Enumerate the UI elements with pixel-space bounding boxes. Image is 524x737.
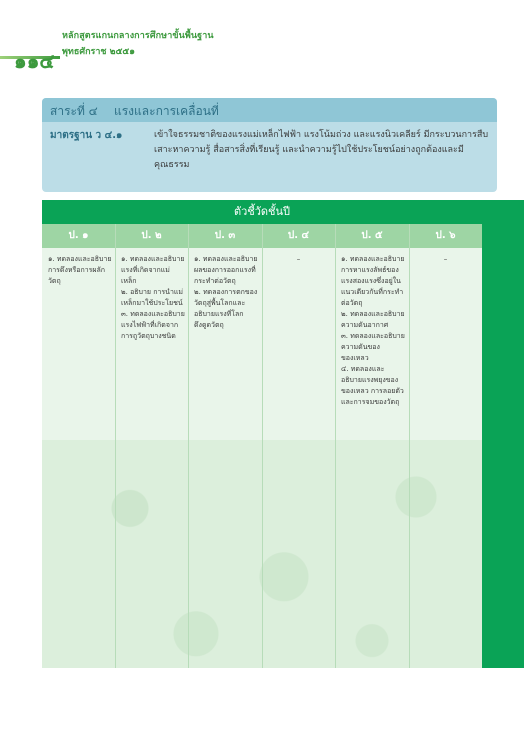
indicator-item: ๔. ทดลองและอธิบายแรงพยุงของของเหลว การลอยตัว และการจมของวัตถุ xyxy=(341,365,404,406)
column-divider xyxy=(115,224,116,668)
column-divider xyxy=(188,224,189,668)
curriculum-title: หลักสูตรแกนกลางการศึกษาขั้นพื้นฐาน xyxy=(62,31,214,41)
column-divider xyxy=(409,224,410,668)
indicator-item: ๑. ทดลองและอธิบายแรงที่เกิดจากแม่เหล็ก xyxy=(121,255,185,285)
cell-p3 xyxy=(194,254,258,331)
table-title: ตัวชี้วัดชั้นปี xyxy=(42,200,482,224)
strand-box xyxy=(42,98,497,192)
cell-p1 xyxy=(48,254,112,287)
indicator-item: ๓. ทดลองและอธิบายความดันของของเหลว xyxy=(341,332,405,362)
page-number: ๑๑๔ xyxy=(14,49,55,73)
indicator-item: ๒. อธิบาย การนำแม่เหล็กมาใช้ประโยชน์ xyxy=(121,288,184,307)
indicator-table xyxy=(42,200,482,668)
standard-text: เข้าใจธรรมชาติของแรงแม่เหล็กไฟฟ้า แรงโน้มถ่วง และแรงนิวเคลียร์ มีกระบวนการสืบเสาะหาความรู้ สื่อสารสิ่งที่เรียนรู้ และนำความรู้ไปใช้ประโยชน์อย่างถูกต้องและมีคุณธรรม xyxy=(154,130,489,170)
standard-label: มาตรฐาน ว ๔.๑ xyxy=(50,130,123,141)
curriculum-year: พุทธศักราช ๒๕๕๑ xyxy=(62,47,135,57)
indicator-item: ๑. ทดลองและอธิบายผลของการออกแรงที่กระทำต่อวัตถุ xyxy=(194,255,258,285)
page-header xyxy=(0,0,524,73)
column-header-p5: ป. ๕ xyxy=(361,230,383,241)
indicator-item: ๑. ทดลองและอธิบายการดึงหรือการผลักวัตถุ xyxy=(48,255,112,285)
indicator-item: – xyxy=(296,255,301,263)
indicator-item: ๑. ทดลองและอธิบายการหาแรงลัพธ์ของแรงสองแรงซึ่งอยู่ในแนวเดียวกันที่กระทำต่อวัตถุ xyxy=(341,255,405,307)
cell-p2 xyxy=(121,254,185,342)
indicator-item: ๒. ทดลองการตกของวัตถุสู่พื้นโลกและอธิบายแรงที่โลกดึงดูดวัตถุ xyxy=(194,288,258,329)
cell-p4 xyxy=(262,254,335,265)
cell-p6 xyxy=(409,254,482,265)
column-header-p6: ป. ๖ xyxy=(435,230,456,241)
strand-number: สาระที่ ๔ xyxy=(50,104,98,118)
indicator-item: ๓. ทดลองและอธิบายแรงไฟฟ้าที่เกิดจากการถูวัตถุบางชนิด xyxy=(121,310,185,340)
indicator-item: – xyxy=(443,255,448,263)
column-header-p3: ป. ๓ xyxy=(214,230,236,241)
column-header-p4: ป. ๔ xyxy=(287,230,310,241)
indicator-item: ๒. ทดลองและอธิบายความดันอากาศ xyxy=(341,310,405,329)
column-divider xyxy=(262,224,263,668)
column-header-p2: ป. ๒ xyxy=(141,230,162,241)
strand-name: แรงและการเคลื่อนที่ xyxy=(114,104,219,118)
column-header-p1: ป. ๑ xyxy=(68,230,89,241)
column-divider xyxy=(335,224,336,668)
strand-header xyxy=(42,98,497,122)
cell-p5 xyxy=(341,254,405,408)
